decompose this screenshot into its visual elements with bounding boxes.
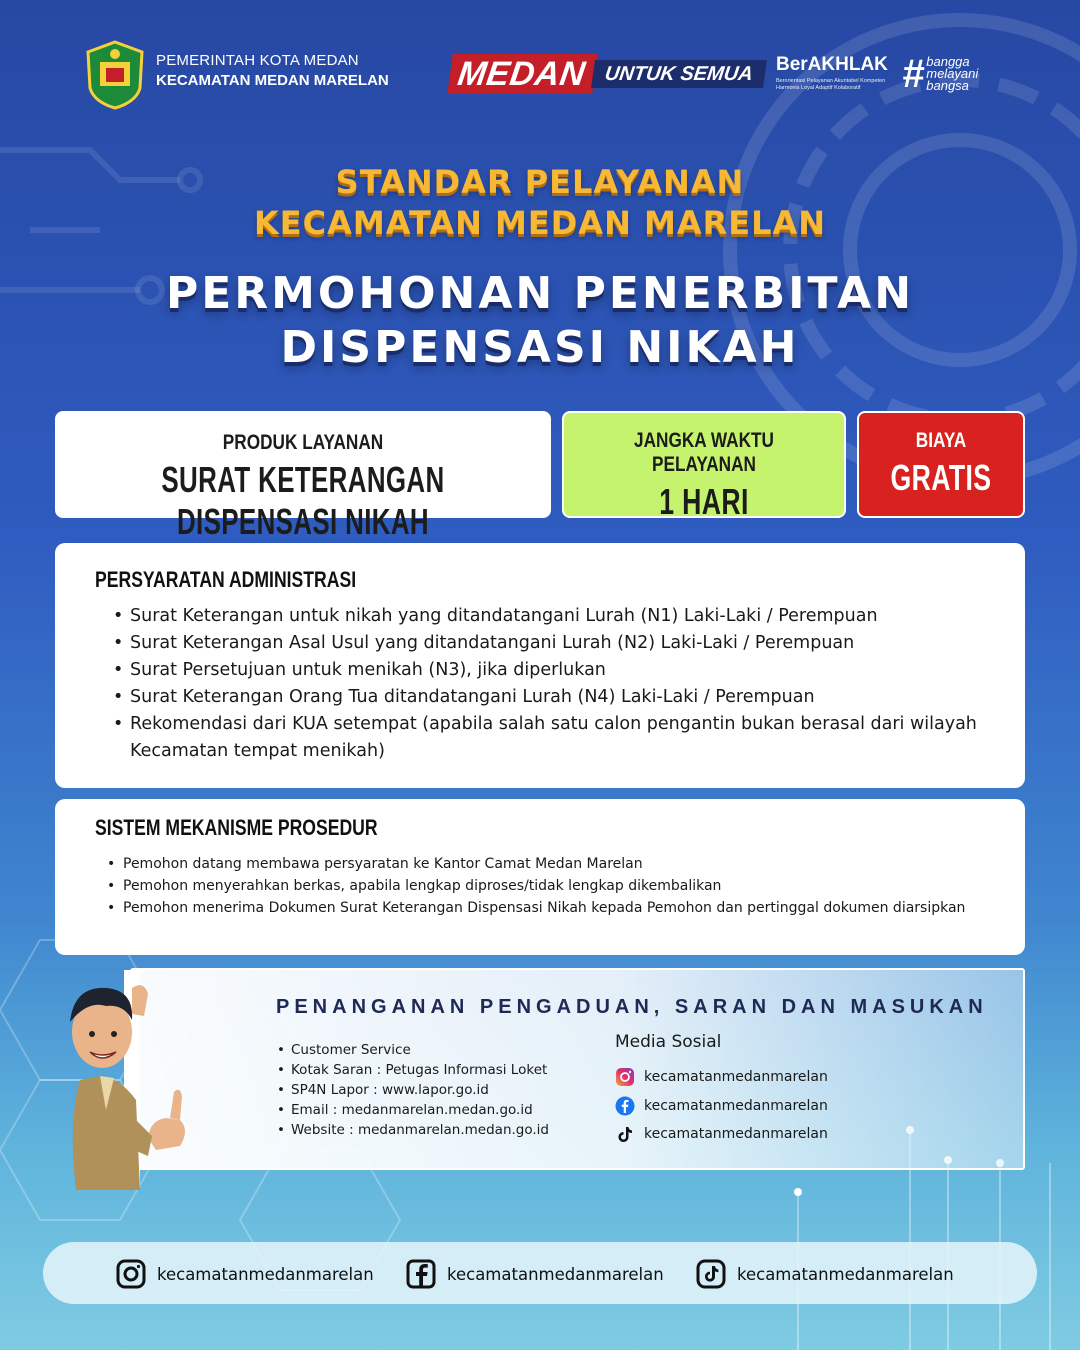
list-item: • Surat Keterangan untuk nikah yang ditandatangani Lurah (N1) Laki-Laki / Perempuan [113,603,985,630]
header [86,40,1000,110]
org-line-2: KECAMATAN MEDAN MARELAN [156,72,389,89]
footer-instagram-link[interactable] [115,1258,374,1290]
tiktok-icon [695,1258,727,1290]
bangga-hash: # [902,52,925,96]
list-item: • Customer Service [277,1040,549,1060]
product-value: SURAT KETERANGAN DISPENSASI NIKAH [161,459,445,542]
complaint-section [130,968,1025,1170]
title-white-line-2: DISPENSASI NIKAH [280,322,800,373]
instagram-icon [115,1258,147,1290]
instagram-icon [615,1067,635,1087]
requirements-title: PERSYARATAN ADMINISTRASI [95,567,357,592]
facebook-link[interactable] [615,1096,828,1116]
bangga-line-3: bangsa [926,78,969,93]
medan-untuk-semua-logo [450,54,765,94]
bangga-melayani-bangsa-logo [902,54,978,94]
list-item: • Surat Persetujuan untuk menikah (N3), jika diperlukan [113,657,985,684]
tiktok-icon [615,1124,635,1144]
list-item: • Pemohon menyerahkan berkas, apabila lengkap diproses/tidak lengkap dikembalikan [107,875,985,897]
list-item: • Kotak Saran : Petugas Informasi Loket [277,1060,549,1080]
list-item: • SP4N Lapor : www.lapor.go.id [277,1080,549,1100]
requirements-section [55,543,1025,788]
list-item: • Email : medanmarelan.medan.go.id [277,1100,549,1120]
facebook-handle: kecamatanmedanmarelan [644,1098,828,1114]
list-item: • Website : medanmarelan.medan.go.id [277,1120,549,1140]
list-item: • Surat Keterangan Asal Usul yang ditandatangani Lurah (N2) Laki-Laki / Perempuan [113,630,985,657]
title-white-line-1: PERMOHONAN PENERBITAN [165,268,915,319]
service-time-card [562,411,846,522]
medan-logo-text: MEDAN [447,54,598,94]
facebook-icon [615,1096,635,1116]
bangga-line-1: bangga [926,54,970,69]
product-card [55,411,551,542]
procedure-title: SISTEM MEKANISME PROSEDUR [95,815,378,840]
complaint-list [277,1040,549,1140]
organization-name [156,52,389,89]
footer-instagram-handle: kecamatanmedanmarelan [157,1264,374,1284]
footer-facebook-link[interactable] [405,1258,664,1290]
footer-facebook-handle: kecamatanmedanmarelan [447,1264,664,1284]
tiktok-link[interactable] [615,1124,828,1144]
product-label: PRODUK LAYANAN [222,431,384,454]
service-time-label: JANGKA WAKTU PELAYANAN [634,429,774,476]
instagram-handle: kecamatanmedanmarelan [644,1069,828,1085]
list-item: • Pemohon menerima Dokumen Surat Keterangan Dispensasi Nikah kepada Pemohon dan pertinggal dokumen diarsipkan [107,897,985,919]
cost-card [857,411,1025,518]
requirements-list [95,603,985,765]
tiktok-handle: kecamatanmedanmarelan [644,1126,828,1142]
bangga-text [926,56,978,92]
instagram-link[interactable] [615,1067,828,1087]
cost-label: BIAYA [915,429,967,452]
list-item: • Rekomendasi dari KUA setempat (apabila salah satu calon pengantin bukan berasal dari wilayah Kecamatan tempat menikah) [113,711,985,765]
org-line-1: PEMERINTAH KOTA MEDAN [156,52,359,69]
footer-tiktok-handle: kecamatanmedanmarelan [737,1264,954,1284]
footer-tiktok-link[interactable] [695,1258,954,1290]
berakhlak-logo [776,54,896,92]
complaint-title: PENANGANAN PENGADUAN, SARAN DAN MASUKAN [276,996,988,1018]
social-media-title: Media Sosial [615,1032,722,1052]
service-time-value: 1 HARI [659,481,749,522]
officer-thumbs-up-illustration [40,960,200,1200]
procedure-section [55,799,1025,955]
medan-city-crest-icon [86,40,144,110]
bangga-line-2: melayani [926,66,979,81]
berakhlak-title: BerAKHLAK [776,54,888,75]
cost-value: GRATIS [890,457,992,498]
footer-social-bar [43,1242,1037,1304]
list-item: • Surat Keterangan Orang Tua ditandatangani Lurah (N4) Laki-Laki / Perempuan [113,684,985,711]
list-item: • Pemohon datang membawa persyaratan ke Kantor Camat Medan Marelan [107,853,985,875]
procedure-list [95,853,985,919]
untuk-semua-logo-text: UNTUK SEMUA [591,60,767,88]
facebook-icon [405,1258,437,1290]
title-gold-line-1: STANDAR PELAYANAN [335,163,745,201]
berakhlak-subtitle: Berorientasi Pelayanan Akuntabel Kompeten Harmonis Loyal Adaptif Kolaboratif [776,78,886,91]
title-gold-line-2: KECAMATAN MEDAN MARELAN [253,204,827,242]
